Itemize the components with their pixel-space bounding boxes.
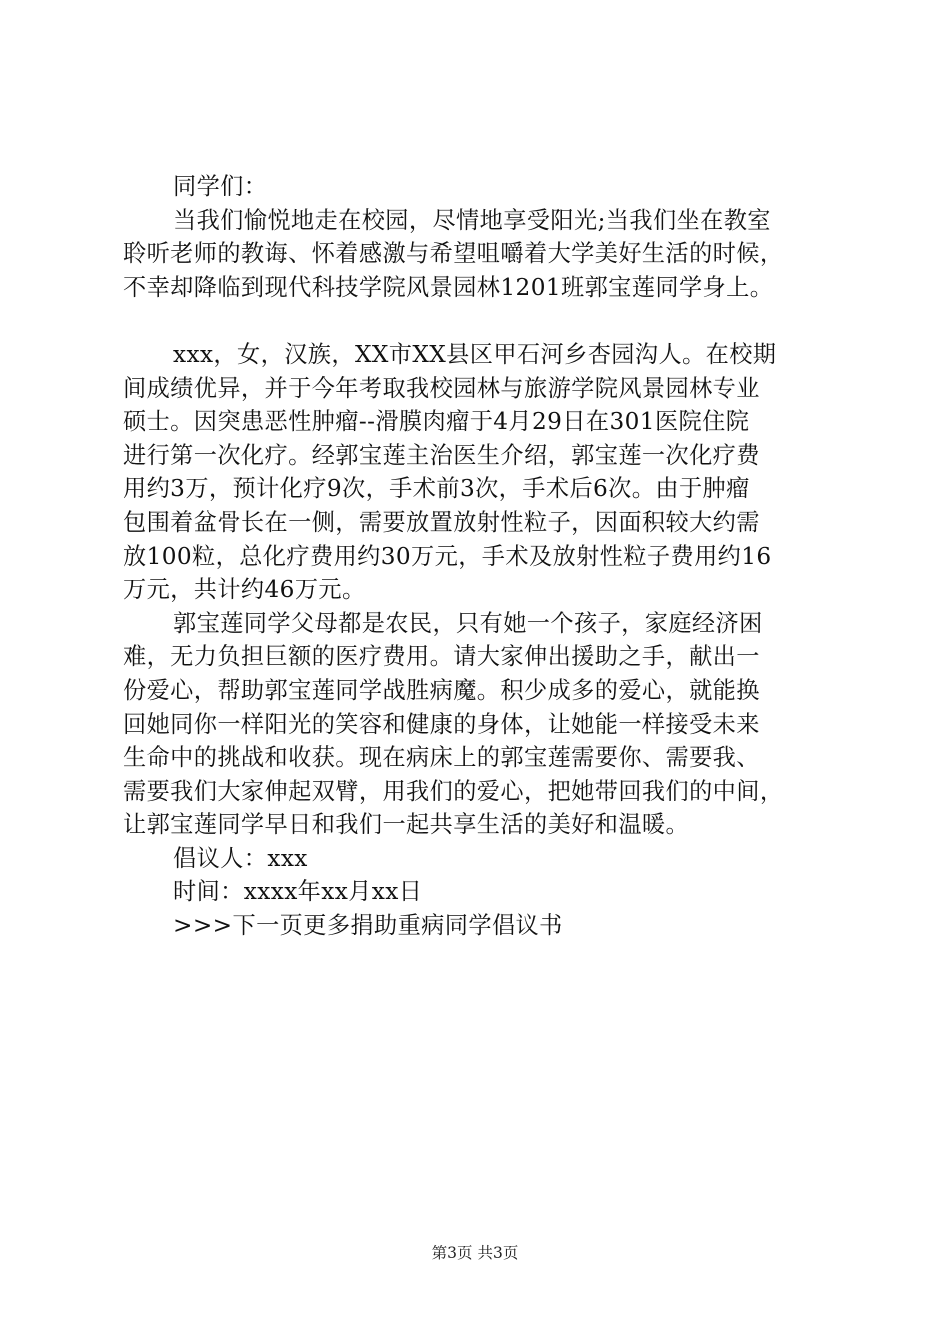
- initiator-signature: 倡议人：xxx: [173, 844, 308, 872]
- page-footer: 第3页 共3页: [431, 1244, 519, 1262]
- paragraph-line: 郭宝莲同学父母都是农民，只有她一个孩子，家庭经济困: [173, 609, 763, 637]
- paragraph-line: 回她同你一样阳光的笑容和健康的身体，让她能一样接受未来: [123, 710, 760, 738]
- paragraph-3: [123, 607, 833, 842]
- paragraph-line: 聆听老师的教诲、怀着感激与希望咀嚼着大学美好生活的时候，: [123, 240, 784, 268]
- next-page-link[interactable]: >>>下一页更多捐助重病同学倡议书: [173, 912, 563, 940]
- paragraph-line: 间成绩优异，并于今年考取我校园林与旅游学院风景园林专业: [123, 374, 760, 402]
- paragraph-line: 生命中的挑战和收获。现在病床上的郭宝莲需要你、需要我、: [123, 744, 760, 772]
- paragraph-line: 需要我们大家伸起双臂，用我们的爱心，把她带回我们的中间，: [123, 777, 784, 805]
- paragraph-line: 难，无力负担巨额的医疗费用。请大家伸出援助之手，献出一: [123, 643, 760, 671]
- paragraph-line: 进行第一次化疗。经郭宝莲主治医生介绍，郭宝莲一次化疗费: [123, 441, 760, 469]
- document-body: [123, 170, 833, 943]
- paragraph-2: [123, 338, 833, 607]
- paragraph-line: 包围着盆骨长在一侧，需要放置放射性粒子，因面积较大约需: [123, 508, 760, 536]
- paragraph-spacer: [123, 304, 833, 338]
- paragraph-line: 当我们愉悦地走在校园，尽情地享受阳光;当我们坐在教室: [173, 206, 771, 234]
- paragraph-line: 不幸却降临到现代科技学院风景园林1201班郭宝莲同学身上。: [123, 273, 774, 301]
- paragraph-line: 硕士。因突患恶性肿瘤--滑膜肉瘤于4月29日在301医院住院: [123, 408, 750, 436]
- paragraph-1: [123, 204, 833, 305]
- paragraph-line: 万元，共计约46万元。: [123, 576, 366, 604]
- paragraph-line: 让郭宝莲同学早日和我们一起共享生活的美好和温暖。: [123, 811, 690, 839]
- paragraph-line: xxx，女，汉族，XX市XX县区甲石河乡杏园沟人。在校期: [173, 340, 777, 368]
- paragraph-line: 用约3万，预计化疗9次，手术前3次，手术后6次。由于肿瘤: [123, 475, 750, 503]
- paragraph-line: 放100粒，总化疗费用约30万元，手术及放射性粒子费用约16: [123, 542, 772, 570]
- greeting: 同学们：: [173, 173, 268, 200]
- date-line: 时间：xxxx年xx月xx日: [173, 878, 423, 906]
- paragraph-line: 份爱心，帮助郭宝莲同学战胜病魔。积少成多的爱心，就能换: [123, 676, 760, 704]
